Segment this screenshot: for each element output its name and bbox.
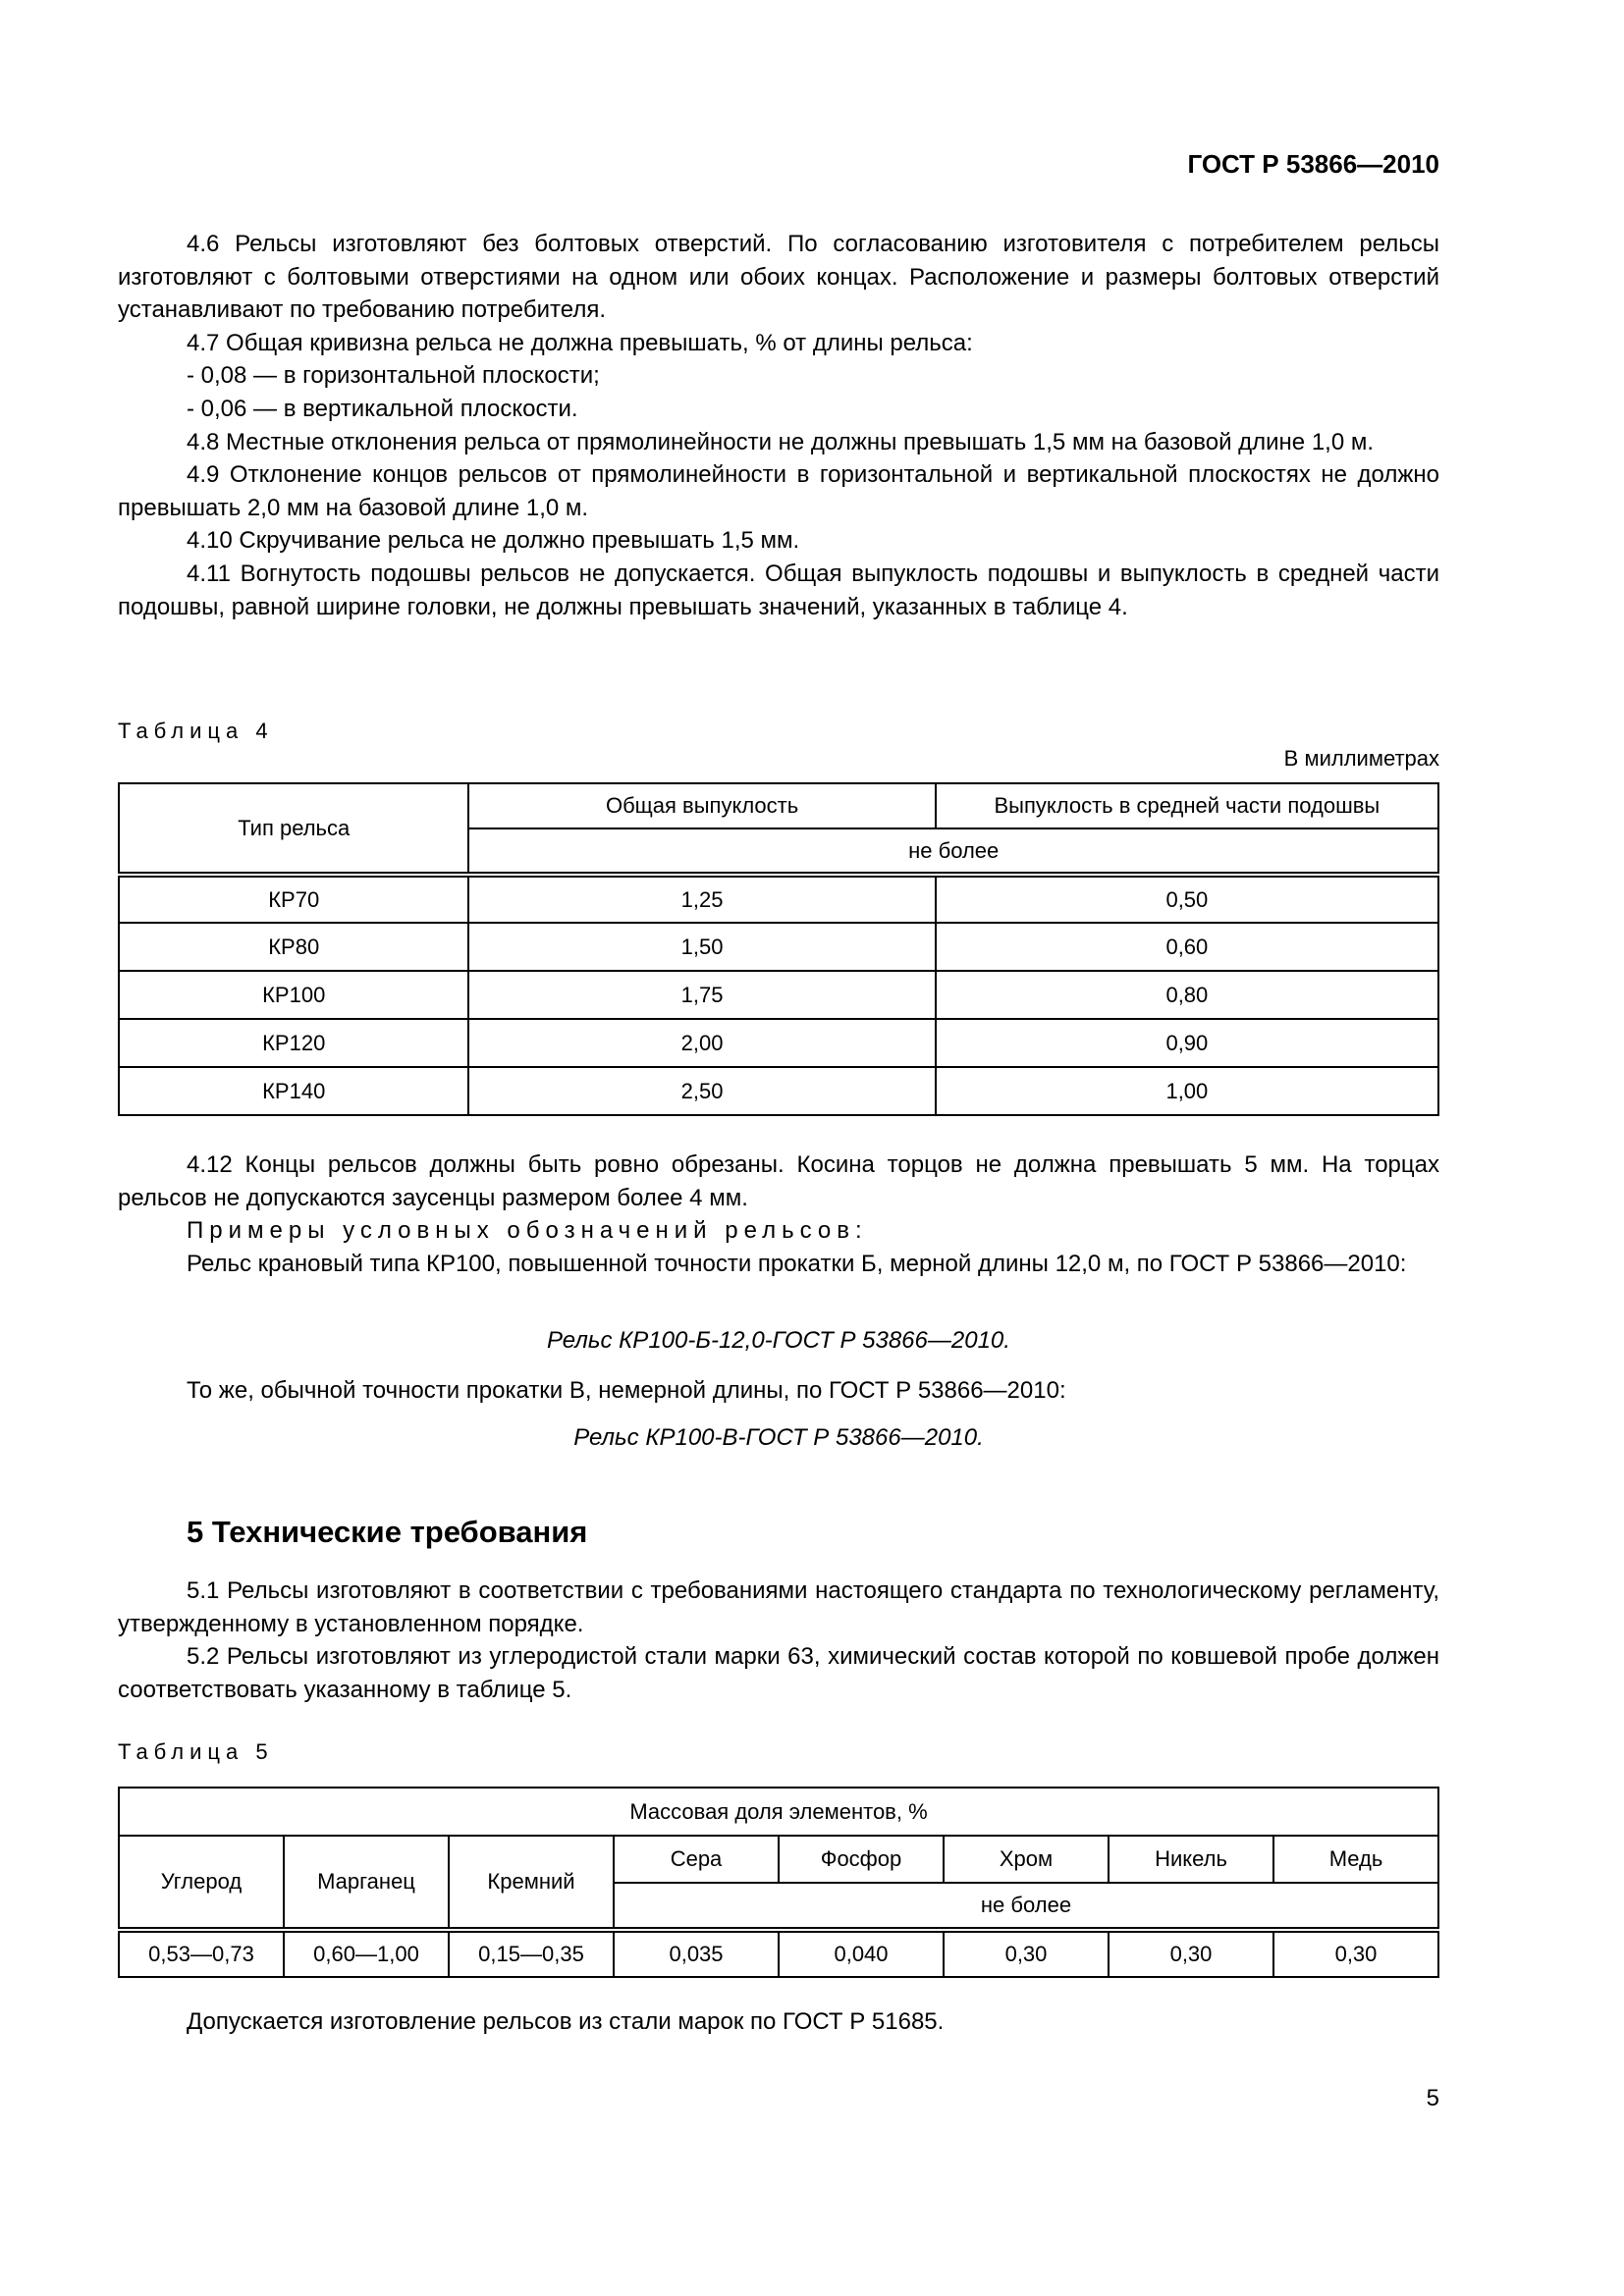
table-row bbox=[119, 971, 1438, 1019]
list-item: - 0,08 — в горизонтальной плоскости; bbox=[187, 362, 600, 390]
table-cell: КР140 bbox=[119, 1067, 468, 1115]
section-4-text bbox=[118, 228, 1439, 623]
table-5-caption: Таблица 5 bbox=[118, 1739, 274, 1764]
paragraph-4-8: 4.8 Местные отклонения рельса от прямолинейности не должны превышать 1,5 мм на базовой длине 1,0 м. bbox=[187, 428, 1375, 455]
table-cell: КР100 bbox=[119, 971, 468, 1019]
table-subheader: не более bbox=[468, 828, 1438, 875]
table-header: Марганец bbox=[284, 1836, 449, 1930]
table-row bbox=[119, 923, 1438, 971]
table-cell: КР80 bbox=[119, 923, 468, 971]
table-header: Медь bbox=[1273, 1836, 1438, 1883]
table-header: Тип рельса bbox=[119, 783, 468, 875]
table-row bbox=[119, 1019, 1438, 1067]
table-header: Сера bbox=[614, 1836, 779, 1883]
paragraph-4-11: 4.11 Вогнутость подошвы рельсов не допускается. Общая выпуклость подошвы и выпуклость в средней части подошвы, равной ширине головки, не должны превышать значений, указанных в таблице 4. bbox=[118, 560, 1439, 620]
document-header: ГОСТ Р 53866—2010 bbox=[1187, 149, 1439, 179]
table-4-caption: Таблица 4 bbox=[118, 719, 274, 743]
table-header: Кремний bbox=[449, 1836, 614, 1930]
table-4 bbox=[118, 782, 1439, 1116]
table-header: Хром bbox=[944, 1836, 1109, 1883]
section-5-text bbox=[118, 1575, 1439, 1706]
list-item: - 0,06 — в вертикальной плоскости. bbox=[187, 395, 578, 422]
table-row bbox=[119, 875, 1438, 923]
paragraph-5-1: 5.1 Рельсы изготовляют в соответствии с требованиями настоящего стандарта по технологическому регламенту, утвержденному в установленном порядке. bbox=[118, 1577, 1439, 1637]
table-cell: 0,15—0,35 bbox=[449, 1930, 614, 1977]
note-block bbox=[118, 2005, 1439, 2039]
example-2-designation: Рельс КР100-В-ГОСТ Р 53866—2010. bbox=[573, 1424, 984, 1451]
example-2-text-block bbox=[118, 1374, 1439, 1408]
examples-label: Примеры условных обозначений рельсов: bbox=[187, 1217, 868, 1245]
paragraph-5-2: 5.2 Рельсы изготовляют из углеродистой стали марки 63, химический состав которой по ковшевой пробе должен соответствовать указанному в таблице 5. bbox=[118, 1643, 1439, 1703]
table-cell: 0,50 bbox=[936, 875, 1438, 923]
table-cell: КР70 bbox=[119, 875, 468, 923]
section-4-12-text bbox=[118, 1148, 1439, 1280]
paragraph-4-12: 4.12 Концы рельсов должны быть ровно обрезаны. Косина торцов не должна превышать 5 мм. На торцах рельсов не допускаются заусенцы размером более 4 мм. bbox=[118, 1151, 1439, 1211]
table-header: Общая выпуклость bbox=[468, 783, 935, 828]
table-cell: 0,60—1,00 bbox=[284, 1930, 449, 1977]
table-5 bbox=[118, 1787, 1439, 1978]
table-header: Углерод bbox=[119, 1836, 284, 1930]
paragraph-4-7: 4.7 Общая кривизна рельса не должна превышать, % от длины рельса: bbox=[187, 329, 973, 356]
table-cell: 0,30 bbox=[1273, 1930, 1438, 1977]
table-cell: 0,30 bbox=[1109, 1930, 1273, 1977]
table-cell: 0,80 bbox=[936, 971, 1438, 1019]
note-text: Допускается изготовление рельсов из стали марок по ГОСТ Р 51685. bbox=[187, 2008, 945, 2035]
table-subheader: не более bbox=[614, 1883, 1438, 1930]
example-1-text: Рельс крановый типа КР100, повышенной точности прокатки Б, мерной длины 12,0 м, по ГОСТ Р 53866—2010: bbox=[187, 1250, 1407, 1277]
paragraph-4-10: 4.10 Скручивание рельса не должно превышать 1,5 мм. bbox=[187, 527, 800, 555]
table-header: Никель bbox=[1109, 1836, 1273, 1883]
table-header: Выпуклость в средней части подошвы bbox=[936, 783, 1438, 828]
paragraph-4-9: 4.9 Отклонение концов рельсов от прямолинейности в горизонтальной и вертикальной плоскостях не должно превышать 2,0 мм на базовой длине 1,0 м. bbox=[118, 461, 1439, 521]
table-header: Фосфор bbox=[779, 1836, 944, 1883]
table-cell: 0,040 bbox=[779, 1930, 944, 1977]
table-cell: 0,53—0,73 bbox=[119, 1930, 284, 1977]
table-cell: 1,00 bbox=[936, 1067, 1438, 1115]
table-cell: 1,50 bbox=[468, 923, 935, 971]
table-cell: 2,50 bbox=[468, 1067, 935, 1115]
table-row bbox=[119, 1067, 1438, 1115]
section-5-heading: 5 Технические требования bbox=[187, 1515, 588, 1549]
table-cell: 1,25 bbox=[468, 875, 935, 923]
paragraph-4-6: 4.6 Рельсы изготовляют без болтовых отверстий. По согласованию изготовителя с потребителем рельсы изготовляют с болтовыми отверстиями на одном или обоих концах. Расположение и размеры болтовых отверстий устанавливают по требованию потребителя. bbox=[118, 231, 1439, 324]
example-1-designation: Рельс КР100-Б-12,0-ГОСТ Р 53866—2010. bbox=[547, 1327, 1010, 1354]
table-cell: 0,035 bbox=[614, 1930, 779, 1977]
table-cell: 1,75 bbox=[468, 971, 935, 1019]
table-cell: КР120 bbox=[119, 1019, 468, 1067]
table-cell: 2,00 bbox=[468, 1019, 935, 1067]
page-number: 5 bbox=[1426, 2085, 1439, 2111]
table-cell: 0,30 bbox=[944, 1930, 1109, 1977]
example-2-text: То же, обычной точности прокатки В, немерной длины, по ГОСТ Р 53866—2010: bbox=[187, 1377, 1066, 1404]
table-title: Массовая доля элементов, % bbox=[119, 1788, 1438, 1836]
table-4-units: В миллиметрах bbox=[1283, 746, 1439, 771]
table-cell: 0,90 bbox=[936, 1019, 1438, 1067]
table-cell: 0,60 bbox=[936, 923, 1438, 971]
